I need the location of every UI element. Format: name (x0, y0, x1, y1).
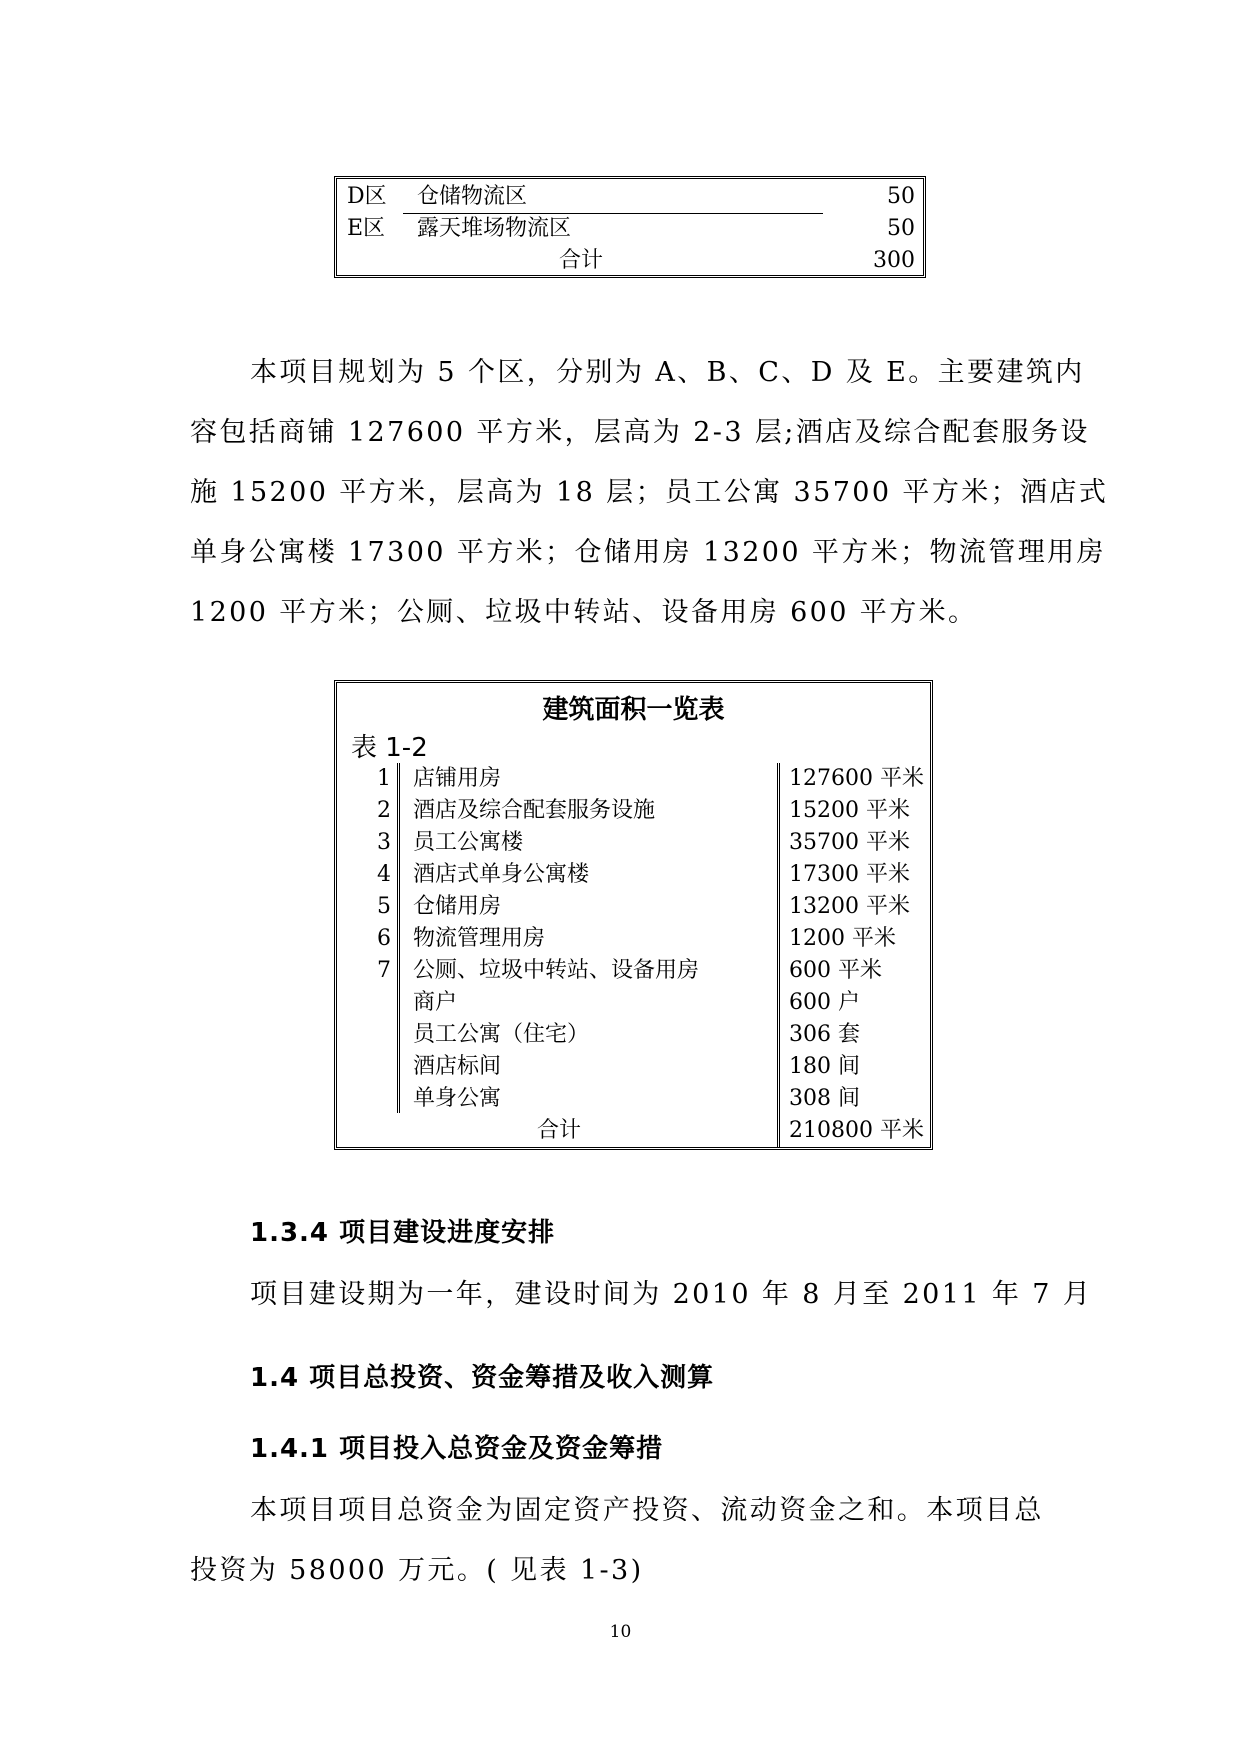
building-area-table (334, 680, 933, 1150)
paragraph-line: 容包括商铺 127600 平方米，层高为 2-3 层;酒店及综合配套服务设 (190, 417, 1090, 448)
table-total-row (337, 1115, 930, 1147)
zone-name: 仓储物流区 (417, 184, 528, 209)
row-value: 306 套 (789, 1022, 860, 1047)
total-value: 210800 平米 (789, 1118, 924, 1143)
row-name: 酒店及综合配套服务设施 (413, 798, 656, 823)
row-name: 物流管理用房 (413, 926, 546, 951)
table-row (337, 795, 930, 827)
paragraph-line: 本项目规划为 5 个区，分别为 A、B、C、D 及 E。主要建筑内 (250, 357, 1085, 388)
row-value: 35700 平米 (789, 830, 910, 855)
table-row (337, 987, 930, 1019)
row-value: 308 间 (789, 1086, 860, 1111)
table-row (337, 1051, 930, 1083)
table-title: 建筑面积一览表 (542, 695, 725, 725)
row-name: 员工公寓楼 (413, 830, 524, 855)
table-row (337, 923, 930, 955)
table-row (337, 891, 930, 923)
zone-value: 50 (887, 216, 915, 241)
row-number: 2 (377, 798, 391, 823)
table-row (337, 827, 930, 859)
paragraph-line: 单身公寓楼 17300 平方米；仓储用房 13200 平方米；物流管理用房 (190, 537, 1106, 568)
row-value: 13200 平米 (789, 894, 910, 919)
row-number: 3 (377, 830, 391, 855)
table-total-row (337, 245, 923, 277)
zone-value: 50 (887, 184, 915, 209)
table-number: 表 1-2 (351, 733, 428, 763)
table-row (337, 213, 923, 245)
row-name: 商户 (413, 990, 458, 1015)
section-heading-1-3-4: 1.3.4 项目建设进度安排 (250, 1218, 556, 1248)
total-label: 合计 (537, 1118, 582, 1143)
zone-name: 露天堆场物流区 (417, 216, 572, 241)
section-heading-1-4-1: 1.4.1 项目投入总资金及资金筹措 (250, 1434, 664, 1464)
zone-area-table (334, 176, 926, 278)
paragraph-line: 施 15200 平方米，层高为 18 层；员工公寓 35700 平方米；酒店式 (190, 477, 1109, 508)
table-row (337, 859, 930, 891)
row-value: 17300 平米 (789, 862, 910, 887)
paragraph-line: 1200 平方米；公厕、垃圾中转站、设备用房 600 平方米。 (190, 597, 978, 628)
row-name: 公厕、垃圾中转站、设备用房 (413, 958, 700, 983)
row-name: 单身公寓 (413, 1086, 502, 1111)
zone-label: D区 (347, 184, 387, 209)
paragraph-line: 投资为 58000 万元。( 见表 1-3) (190, 1555, 644, 1586)
row-number: 6 (377, 926, 391, 951)
row-name: 员工公寓（住宅） (413, 1022, 590, 1047)
paragraph-line: 项目建设期为一年，建设时间为 2010 年 8 月至 2011 年 7 月 (250, 1279, 1093, 1310)
table-row (337, 1083, 930, 1115)
page-number: 10 (609, 1622, 632, 1642)
table-row (337, 181, 923, 213)
row-number: 7 (377, 958, 391, 983)
row-name: 仓储用房 (413, 894, 502, 919)
row-value: 180 间 (789, 1054, 860, 1079)
section-heading-1-4: 1.4 项目总投资、资金筹措及收入测算 (250, 1363, 715, 1393)
paragraph-line: 本项目项目总资金为固定资产投资、流动资金之和。本项目总 (250, 1495, 1044, 1526)
row-value: 127600 平米 (789, 766, 924, 791)
row-name: 酒店式单身公寓楼 (413, 862, 590, 887)
row-number: 5 (377, 894, 391, 919)
row-value: 600 平米 (789, 958, 882, 983)
table-row (337, 955, 930, 987)
total-label: 合计 (559, 248, 604, 273)
row-value: 15200 平米 (789, 798, 910, 823)
row-number: 1 (377, 766, 391, 791)
zone-label: E区 (347, 216, 386, 241)
table-row (337, 763, 930, 795)
row-value: 1200 平米 (789, 926, 896, 951)
total-value: 300 (873, 248, 915, 273)
row-value: 600 户 (789, 990, 860, 1015)
row-name: 店铺用房 (413, 766, 502, 791)
row-name: 酒店标间 (413, 1054, 502, 1079)
table-row (337, 1019, 930, 1051)
row-number: 4 (377, 862, 391, 887)
